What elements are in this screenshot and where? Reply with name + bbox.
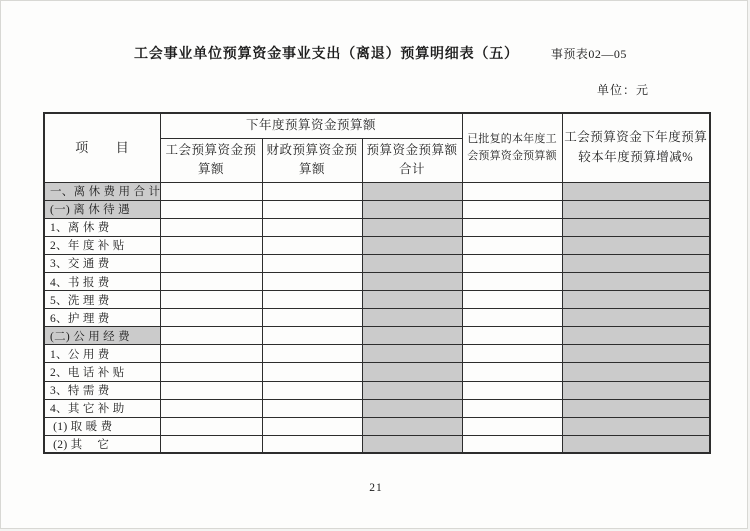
value-cell [462, 182, 562, 200]
value-cell [262, 327, 362, 345]
value-cell [362, 399, 462, 417]
value-cell [562, 399, 710, 417]
value-cell [362, 417, 462, 435]
value-cell [160, 435, 262, 453]
value-cell [160, 272, 262, 290]
value-cell [462, 399, 562, 417]
value-cell [562, 309, 710, 327]
value-cell [362, 182, 462, 200]
value-cell [262, 363, 362, 381]
value-cell [462, 236, 562, 254]
value-cell [160, 345, 262, 363]
table-row [44, 200, 710, 218]
col-group-header-next-year: 下年度预算资金预算额 [160, 113, 462, 138]
table-row [44, 291, 710, 309]
value-cell [262, 381, 362, 399]
value-cell [160, 254, 262, 272]
value-cell [462, 254, 562, 272]
value-cell [362, 309, 462, 327]
value-cell [262, 218, 362, 236]
table-row [44, 182, 710, 200]
value-cell [362, 254, 462, 272]
value-cell [262, 345, 362, 363]
value-cell [160, 399, 262, 417]
value-cell [562, 218, 710, 236]
value-cell [160, 291, 262, 309]
row-label: (一) 离 休 待 遇 [44, 200, 160, 218]
col-header-fiscal-budget: 财政预算资金预算额 [262, 138, 362, 182]
unit-label: 单位：元 [596, 83, 649, 97]
value-cell [362, 381, 462, 399]
value-cell [462, 381, 562, 399]
table-row [44, 417, 710, 435]
col-header-approved-current-year: 已批复的本年度工会预算资金预算额 [462, 113, 562, 182]
value-cell [562, 272, 710, 290]
value-cell [362, 200, 462, 218]
table-header [44, 113, 710, 182]
col-header-change-percent: 工会预算资金下年度预算较本年度预算增减% [562, 113, 710, 182]
table-row [44, 435, 710, 453]
value-cell [362, 272, 462, 290]
value-cell [262, 272, 362, 290]
value-cell [160, 218, 262, 236]
value-cell [462, 417, 562, 435]
value-cell [262, 309, 362, 327]
value-cell [562, 435, 710, 453]
value-cell [262, 291, 362, 309]
value-cell [160, 182, 262, 200]
value-cell [462, 435, 562, 453]
value-cell [562, 327, 710, 345]
value-cell [462, 200, 562, 218]
value-cell [362, 363, 462, 381]
value-cell [362, 236, 462, 254]
value-cell [262, 236, 362, 254]
table-row [44, 309, 710, 327]
value-cell [562, 363, 710, 381]
table-row [44, 381, 710, 399]
row-label: 6、护 理 费 [44, 309, 160, 327]
row-label: (二) 公 用 经 费 [44, 327, 160, 345]
row-label: 2、年 度 补 贴 [44, 236, 160, 254]
row-label: 2、电 话 补 贴 [44, 363, 160, 381]
table-body [44, 182, 710, 453]
row-label: 3、特 需 费 [44, 381, 160, 399]
page-number: 21 [369, 482, 383, 494]
table-row [44, 327, 710, 345]
value-cell [462, 345, 562, 363]
table-row [44, 218, 710, 236]
value-cell [562, 236, 710, 254]
table-row [44, 272, 710, 290]
row-label: 4、其 它 补 助 [44, 399, 160, 417]
value-cell [160, 309, 262, 327]
value-cell [362, 345, 462, 363]
value-cell [262, 200, 362, 218]
row-label: 3、交 通 费 [44, 254, 160, 272]
value-cell [562, 291, 710, 309]
table-row [44, 236, 710, 254]
row-label: (2) 其 它 [44, 435, 160, 453]
value-cell [562, 417, 710, 435]
row-label: 4、书 报 费 [44, 272, 160, 290]
title-row [134, 43, 627, 63]
value-cell [362, 291, 462, 309]
table-row [44, 363, 710, 381]
value-cell [362, 327, 462, 345]
row-label: 5、洗 理 费 [44, 291, 160, 309]
value-cell [262, 417, 362, 435]
row-label: (1) 取 暖 费 [44, 417, 160, 435]
value-cell [462, 363, 562, 381]
value-cell [262, 182, 362, 200]
value-cell [262, 254, 362, 272]
row-label: 一、离 休 费 用 合 计 [44, 182, 160, 200]
col-header-union-budget: 工会预算资金预算额 [160, 138, 262, 182]
table-row [44, 345, 710, 363]
value-cell [562, 200, 710, 218]
value-cell [262, 435, 362, 453]
value-cell [160, 327, 262, 345]
value-cell [462, 291, 562, 309]
value-cell [160, 363, 262, 381]
value-cell [562, 254, 710, 272]
value-cell [160, 236, 262, 254]
table-row [44, 399, 710, 417]
value-cell [462, 272, 562, 290]
form-code: 事预表02—05 [550, 47, 627, 61]
value-cell [362, 435, 462, 453]
table-row [44, 254, 710, 272]
value-cell [462, 309, 562, 327]
row-label: 1、公 用 费 [44, 345, 160, 363]
value-cell [160, 381, 262, 399]
row-label: 1、离 休 费 [44, 218, 160, 236]
value-cell [262, 399, 362, 417]
value-cell [562, 182, 710, 200]
page-title: 工会事业单位预算资金事业支出（离退）预算明细表（五） [134, 47, 519, 62]
value-cell [562, 345, 710, 363]
value-cell [160, 417, 262, 435]
budget-table [43, 112, 711, 454]
col-header-budget-total: 预算资金预算额合计 [362, 138, 462, 182]
value-cell [160, 200, 262, 218]
value-cell [462, 218, 562, 236]
col-header-item: 项 目 [44, 113, 160, 182]
value-cell [462, 327, 562, 345]
value-cell [362, 218, 462, 236]
value-cell [562, 381, 710, 399]
